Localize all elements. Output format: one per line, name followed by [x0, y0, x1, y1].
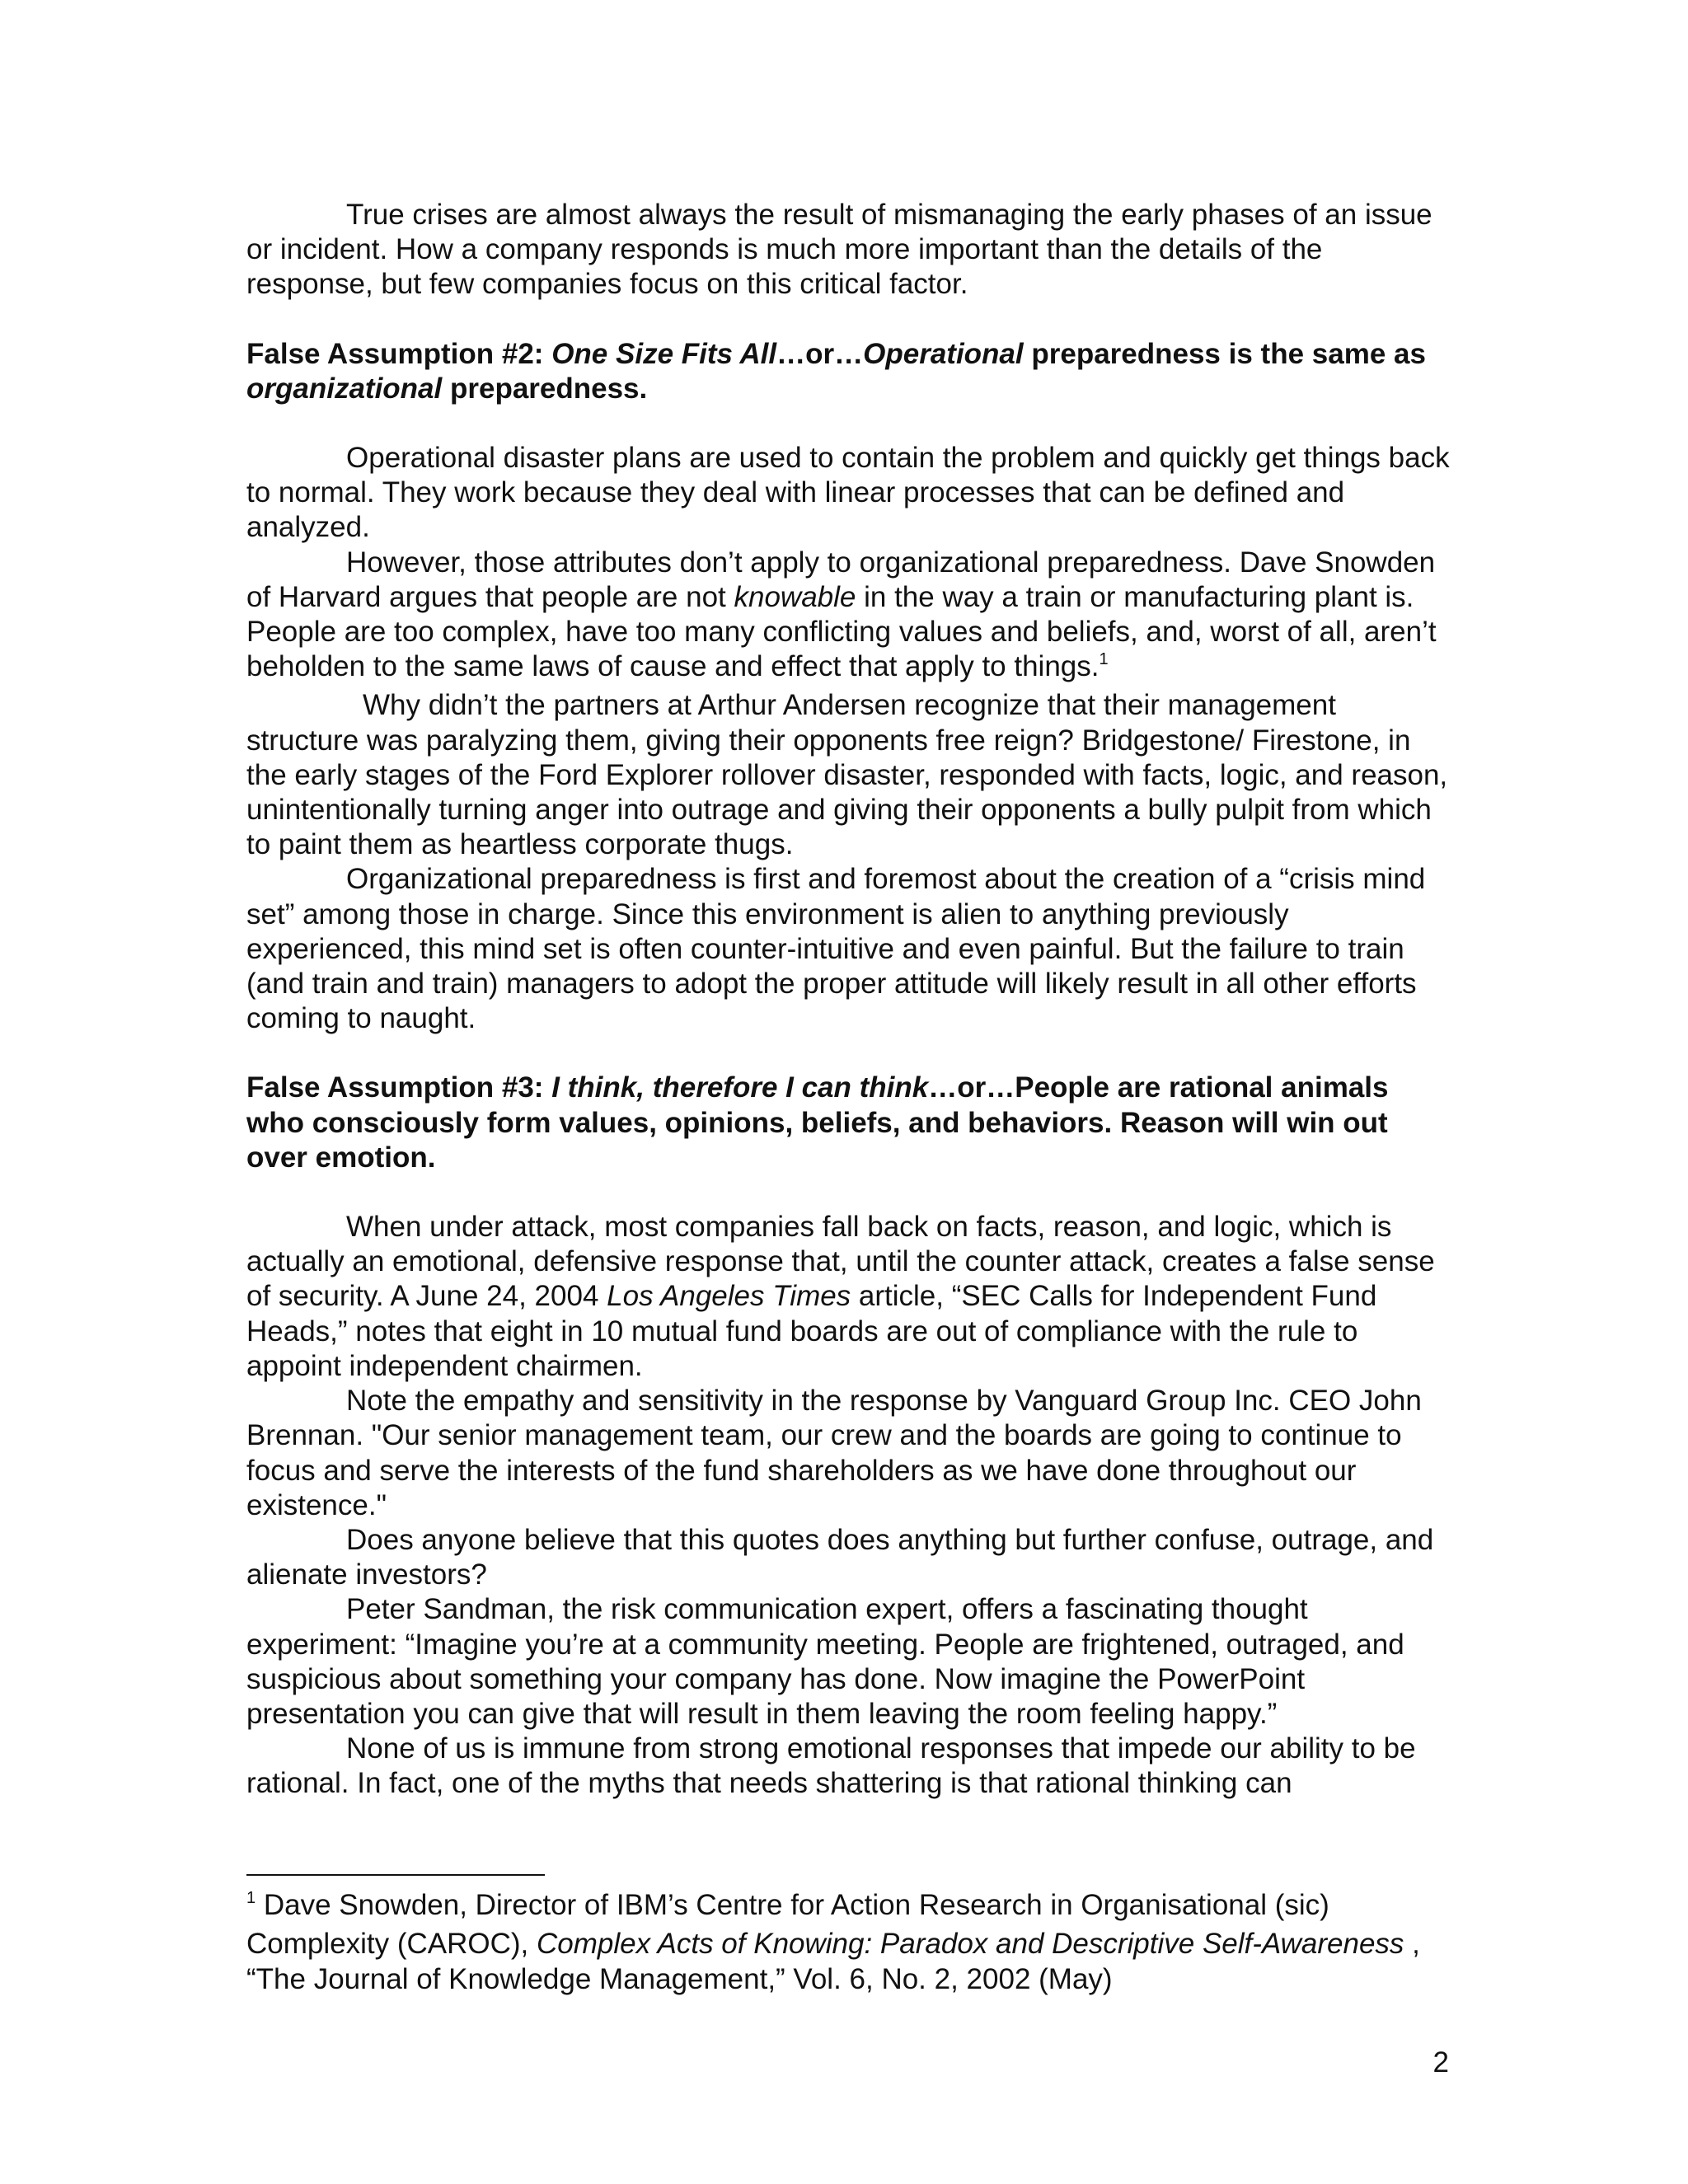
paragraph-vanguard: Note the empathy and sensitivity in the response by Vanguard Group Inc. CEO John Brennan. "Our senior management team, our crew and the boards are going to continue to focus and serve the interests of the fund shareholders as we have done throughout our existence." [246, 1385, 1422, 1521]
spacer [246, 302, 1450, 337]
spacer [246, 1036, 1450, 1071]
heading-text: …or… [776, 337, 864, 370]
emphasis-text: knowable [734, 580, 856, 613]
paragraph-under-attack [246, 1210, 1450, 1384]
paragraph-does-anyone: Does anyone believe that this quotes does anything but further confuse, outrage, and alienate investors? [246, 1523, 1434, 1591]
footnote-mark: 1 [246, 1889, 256, 1907]
paragraph-sandman: Peter Sandman, the risk communication expert, offers a fascinating thought experiment: “Imagine you’re at a community meeting. People are frightened, outraged, and suspicious about something your company has done. Now imagine the PowerPoint presentation you can give that will result in them leaving the room feeling happy.” [246, 1593, 1404, 1730]
paragraph-arthur-andersen: Why didn’t the partners at Arthur Andersen recognize that their management structure was paralyzing them, giving their opponents free reign? Bridgestone/ Firestone, in the early stages of the Ford Explorer rollover disaster, responded with facts, logic, and reason, unintentionally turning anger into outrage and giving their opponents a bully pulpit from which to paint them as heartless corporate thugs. [246, 689, 1448, 861]
heading-label: False Assumption #3: [246, 1071, 544, 1104]
spacer [246, 406, 1450, 441]
heading-italic: I think, therefore I can think [551, 1071, 929, 1104]
paragraph-text: in the way a train or manufacturing plant is. People are too complex, have too many conflicting values and beliefs, and, worst of all, aren’t beholden to the same laws of cause and effect that apply to things. [246, 580, 1437, 683]
footnote-reference[interactable]: 1 [1099, 650, 1109, 669]
page-body [246, 198, 1450, 1802]
footnote-title: Complex Acts of Knowing: Paradox and Descriptive Self-Awareness [536, 1928, 1404, 1961]
paragraph-organizational-preparedness: Organizational preparedness is first and foremost about the creation of a “crisis mind set” among those in charge. Since this environment is alien to anything previously experienced, this mind set is often counter-intuitive and even painful. But the failure to train (and train and train) managers to adopt the proper attitude will likely result in all other efforts coming to naught. [246, 863, 1426, 1035]
heading-false-assumption-3 [246, 1071, 1450, 1175]
spacer [246, 1175, 1450, 1210]
paragraph-text: When under attack, most companies fall back on facts, reason, and logic, which is actually an emotional, defensive response that, until the counter attack, creates a false sense of security. A June 24, 2004 [246, 1211, 1435, 1313]
footnote-text: Dave Snowden, Director of IBM’s Centre for Action Research in Organisational (sic) Complexity (CAROC), [246, 1889, 1329, 1961]
paragraph-text: However, those attributes don’t apply to organizational preparedness. Dave Snowden of Harvard argues that people are not [246, 546, 1436, 613]
heading-text: preparedness is the same as [1023, 337, 1426, 370]
paragraph-text: article, “SEC Calls for Independent Fund Heads,” notes that eight in 10 mutual fund boards are out of compliance with the rule to appoint independent chairmen. [246, 1280, 1377, 1382]
footnote-text: , “The Journal of Knowledge Management,” Vol. 6, No. 2, 2002 (May) [246, 1928, 1420, 1995]
paragraph-operational-plans: Operational disaster plans are used to contain the problem and quickly get things back to normal. They work because they deal with linear processes that can be defined and analyzed. [246, 442, 1450, 544]
footnote-divider [246, 1874, 545, 1876]
paragraph-true-crises: True crises are almost always the result of mismanaging the early phases of an issue or incident. How a company responds is much more important than the details of the response, but few companies focus on this critical factor. [246, 199, 1432, 301]
paragraph-snowden [246, 546, 1450, 689]
heading-italic: Operational [863, 337, 1024, 370]
heading-text: preparedness. [442, 372, 648, 405]
heading-false-assumption-2 [246, 337, 1450, 406]
heading-text: …or…People are rational animals who consciously form values, opinions, beliefs, and behaviors. Reason will win out over emotion. [246, 1071, 1389, 1174]
paragraph-none-of-us: None of us is immune from strong emotional responses that impede our ability to be rational. In fact, one of the myths that needs shattering is that rational thinking can [246, 1732, 1416, 1800]
heading-italic: One Size Fits All [551, 337, 777, 370]
heading-italic: organizational [246, 372, 443, 405]
page-number: 2 [1432, 2046, 1449, 2079]
publication-title: Los Angeles Times [607, 1280, 851, 1313]
footnote [246, 1888, 1450, 1997]
heading-label: False Assumption #2: [246, 337, 544, 370]
